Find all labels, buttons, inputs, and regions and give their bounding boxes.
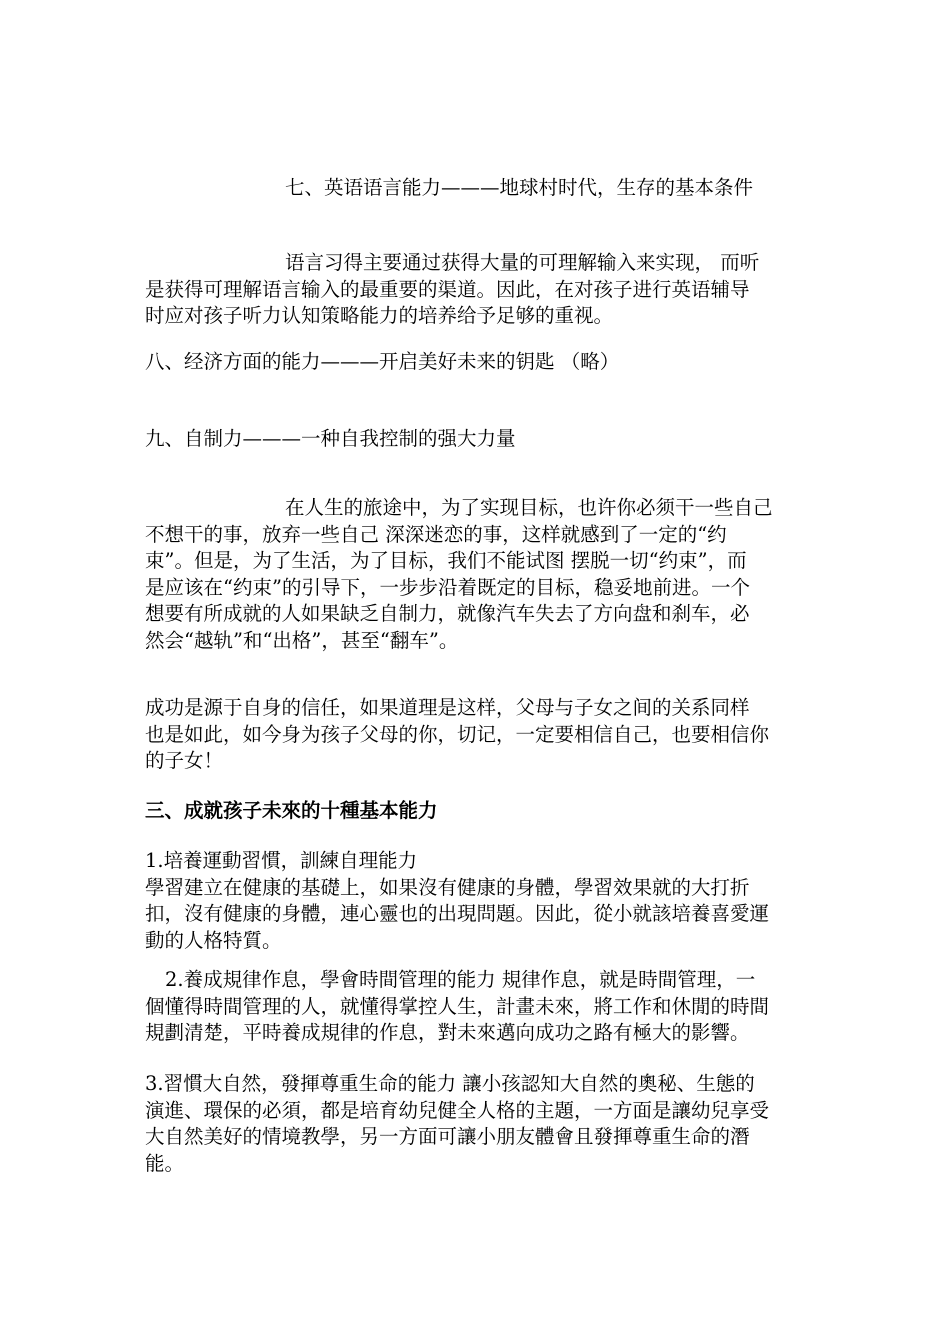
trust-paragraph bbox=[145, 695, 810, 775]
ability-item-3 bbox=[145, 1071, 810, 1177]
paragraph-line: 成功是源于自身的信任，如果道理是这样，父母与子女之间的关系同样 bbox=[145, 696, 750, 719]
paragraph-line: 时应对孩子听力认知策略能力的培养给予足够的重视。 bbox=[145, 304, 614, 327]
section-9-paragraph bbox=[145, 495, 810, 654]
item-title-line: 3.習慣大自然，發揮尊重生命的能力 讓小孩認知大自然的奧秘、生態的 bbox=[145, 1072, 755, 1095]
paragraph-line: 學習建立在健康的基礎上，如果沒有健康的身體，學習效果就的大打折 bbox=[145, 875, 750, 899]
paragraph-line: 在人生的旅途中，为了实现目标，也许你必须干一些自己 bbox=[285, 496, 773, 519]
paragraph-line: 大自然美好的情境教學，另一方面可讓小朋友體會且發揮尊重生命的潛 bbox=[145, 1125, 750, 1148]
paragraph-line: 是获得可理解语言输入的最重要的渠道。因此，在对孩子进行英语辅导 bbox=[145, 277, 750, 301]
paragraph-line: 的子女！ bbox=[145, 749, 224, 772]
ability-item-2 bbox=[145, 967, 810, 1047]
paragraph-line: 扣，沒有健康的身體，連心靈也的出現問題。因此，從小就該培養喜愛運 bbox=[145, 902, 770, 925]
paragraph-line: 演進、環保的必須，都是培育幼兒健全人格的主題，一方面是讓幼兒享受 bbox=[145, 1098, 770, 1122]
paragraph-line: 動的人格特質。 bbox=[145, 928, 282, 952]
paragraph-line: 也是如此，如今身为孩子父母的你，切记，一定要相信自己，也要相信你 bbox=[145, 722, 770, 746]
paragraph-line: 是应该在“约束”的引导下，一步步沿着既定的目标，稳妥地前进。一个 bbox=[145, 575, 750, 599]
section-8-heading: 八、经济方面的能力———开启美好未来的钥匙 （略） bbox=[145, 350, 620, 373]
section-7-heading: 七、英语语言能力———地球村时代，生存的基本条件 bbox=[285, 176, 754, 199]
ability-item-1 bbox=[145, 848, 810, 954]
item-title: 1.培養運動習慣，訓練自理能力 bbox=[145, 849, 418, 872]
part-3-heading: 三、成就孩子未來的十種基本能力 bbox=[145, 799, 438, 822]
paragraph-line: 個懂得時間管理的人，就懂得掌控人生，計畫未來，將工作和休閒的時間 bbox=[145, 994, 770, 1018]
paragraph-line: 束”。但是，为了生活，为了目标，我们不能试图 摆脱一切“约束”，而 bbox=[145, 549, 747, 572]
paragraph-line: 然会“越轨”和“出格”，甚至“翻车”。 bbox=[145, 628, 459, 652]
paragraph-line: 想要有所成就的人如果缺乏自制力，就像汽车失去了方向盘和刹车，必 bbox=[145, 602, 750, 625]
section-9-heading: 九、自制力———一种自我控制的强大力量 bbox=[145, 427, 516, 450]
paragraph-line: 能。 bbox=[145, 1151, 185, 1175]
item-title-line: 2.養成規律作息，學會時間管理的能力 規律作息，就是時間管理，一 bbox=[165, 968, 756, 991]
paragraph-line: 语言习得主要通过获得大量的可理解输入来实现， 而听 bbox=[285, 251, 760, 274]
paragraph-line: 不想干的事，放弃一些自己 深深迷恋的事，这样就感到了一定的“约 bbox=[145, 522, 727, 546]
section-7-paragraph bbox=[145, 250, 810, 330]
paragraph-line: 規劃清楚，平時養成規律的作息，對未來邁向成功之路有極大的影響。 bbox=[145, 1021, 750, 1044]
